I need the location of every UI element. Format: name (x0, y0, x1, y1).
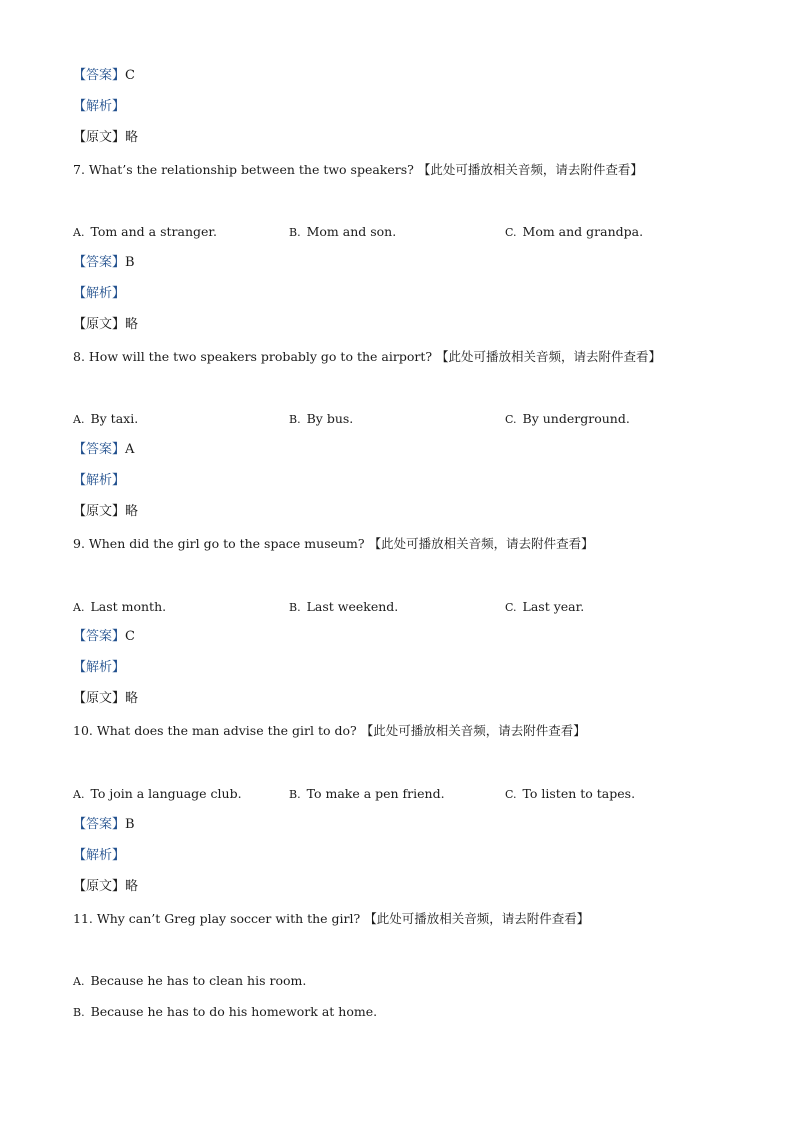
analysis-line (73, 471, 125, 491)
option-letter: B. (289, 788, 301, 801)
question-stem (73, 721, 586, 741)
analysis-tag: 【解析】 (73, 848, 126, 863)
original-tag: 【原文】 (73, 317, 126, 332)
answer-value: A (125, 442, 135, 457)
option-text: By underground. (522, 411, 630, 426)
answer-value: B (125, 255, 135, 270)
answer-line (73, 253, 135, 273)
option-text: Last month. (90, 599, 167, 614)
option-a (73, 597, 166, 617)
option-letter: B. (289, 601, 301, 614)
audio-note: 【此处可播放相关音频，请去附件查看】 (360, 723, 586, 738)
analysis-line (73, 284, 125, 304)
original-line (73, 877, 138, 897)
option-letter: A. (73, 413, 85, 426)
option-text: By bus. (306, 411, 354, 426)
original-value: 略 (125, 504, 139, 519)
question-stem (73, 534, 594, 554)
answer-value: C (125, 68, 135, 83)
original-line (73, 689, 138, 709)
option-text: By taxi. (90, 411, 139, 426)
option-text: To join a language club. (90, 786, 242, 801)
analysis-line (73, 846, 125, 866)
option-text: Last weekend. (306, 599, 399, 614)
original-tag: 【原文】 (73, 504, 126, 519)
original-line (73, 502, 138, 522)
original-value: 略 (125, 130, 139, 145)
option-b (289, 222, 396, 242)
question-text: 11. Why can’t Greg play soccer with the girl? (73, 911, 361, 926)
option-a (73, 409, 138, 429)
analysis-tag: 【解析】 (73, 286, 126, 301)
option-letter: B. (289, 226, 301, 239)
option-letter: C. (505, 788, 517, 801)
answer-line (73, 66, 135, 86)
question-stem (73, 160, 643, 180)
option-letter: B. (289, 413, 301, 426)
option-a (73, 971, 306, 991)
option-letter: C. (505, 226, 517, 239)
original-tag: 【原文】 (73, 130, 126, 145)
question-stem (73, 347, 661, 367)
option-b (73, 1002, 377, 1022)
option-text: Because he has to do his homework at home. (90, 1004, 378, 1019)
option-a (73, 784, 242, 804)
original-tag: 【原文】 (73, 691, 126, 706)
question-stem (73, 909, 589, 929)
option-c (505, 597, 584, 617)
option-text: Mom and grandpa. (522, 224, 644, 239)
question-text: 9. When did the girl go to the space museum? (73, 536, 365, 551)
option-letter: A. (73, 788, 85, 801)
option-text: Because he has to clean his room. (90, 973, 307, 988)
option-text: Last year. (522, 599, 585, 614)
audio-note: 【此处可播放相关音频，请去附件查看】 (436, 349, 662, 364)
option-c (505, 409, 630, 429)
option-text: Tom and a stranger. (90, 224, 217, 239)
answer-tag: 【答案】 (73, 629, 126, 644)
audio-note: 【此处可播放相关音频，请去附件查看】 (417, 162, 643, 177)
analysis-line (73, 658, 125, 678)
option-c (505, 222, 643, 242)
answer-value: C (125, 629, 135, 644)
option-b (289, 409, 353, 429)
original-value: 略 (125, 879, 139, 894)
answer-tag: 【答案】 (73, 255, 126, 270)
option-text: Mom and son. (306, 224, 397, 239)
option-letter: C. (505, 601, 517, 614)
option-b (289, 784, 445, 804)
option-a (73, 222, 217, 242)
answer-line (73, 627, 135, 647)
analysis-tag: 【解析】 (73, 660, 126, 675)
original-line (73, 315, 138, 335)
original-value: 略 (125, 317, 139, 332)
option-c (505, 784, 635, 804)
answer-line (73, 440, 134, 460)
option-text: To listen to tapes. (522, 786, 636, 801)
option-letter: A. (73, 226, 85, 239)
original-value: 略 (125, 691, 139, 706)
analysis-tag: 【解析】 (73, 99, 126, 114)
option-letter: A. (73, 975, 85, 988)
analysis-line (73, 97, 125, 117)
answer-tag: 【答案】 (73, 68, 126, 83)
option-b (289, 597, 398, 617)
option-letter: A. (73, 601, 85, 614)
answer-tag: 【答案】 (73, 817, 126, 832)
audio-note: 【此处可播放相关音频，请去附件查看】 (368, 536, 594, 551)
option-letter: C. (505, 413, 517, 426)
analysis-tag: 【解析】 (73, 473, 126, 488)
answer-value: B (125, 817, 135, 832)
option-letter: B. (73, 1006, 85, 1019)
original-tag: 【原文】 (73, 879, 126, 894)
option-text: To make a pen friend. (306, 786, 445, 801)
answer-tag: 【答案】 (73, 442, 126, 457)
question-text: 7. What’s the relationship between the two speakers? (73, 162, 414, 177)
original-line (73, 128, 138, 148)
audio-note: 【此处可播放相关音频，请去附件查看】 (364, 911, 590, 926)
answer-line (73, 815, 135, 835)
question-text: 10. What does the man advise the girl to do? (73, 723, 357, 738)
question-text: 8. How will the two speakers probably go to the airport? (73, 349, 433, 364)
